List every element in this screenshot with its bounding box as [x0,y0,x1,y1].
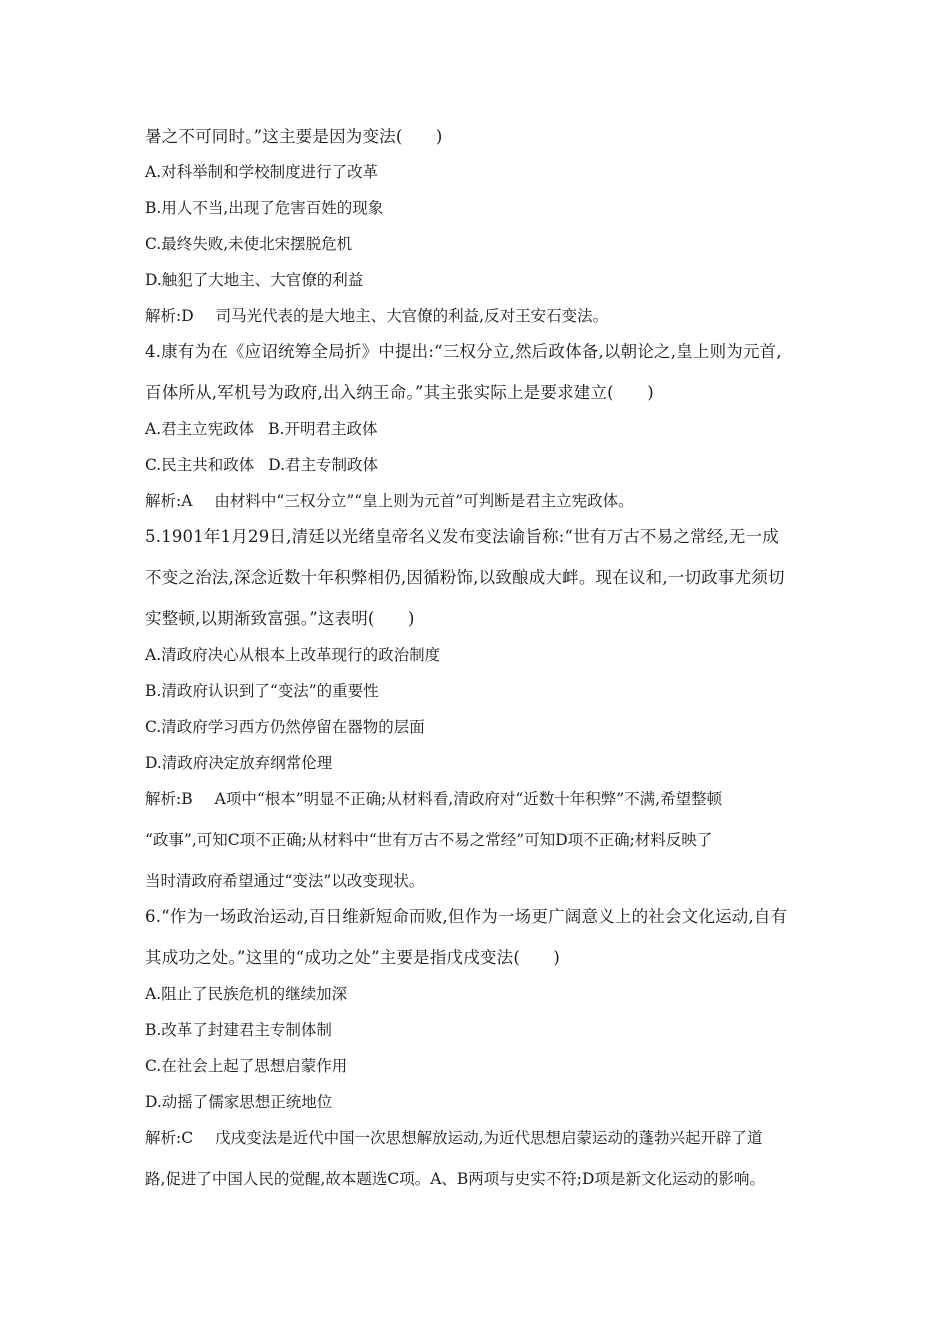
q3-option-a: A.对科举制和学校制度进行了改革 [145,163,379,181]
q6-stem-line-2: 其成功之处。”这里的“成功之处”主要是指戊戌变法( ) [145,948,561,967]
q6-option-d: D.动摇了儒家思想正统地位 [145,1093,333,1111]
q6-analysis-line-2: 路,促进了中国人民的觉醒,故本题选C项。A、B两项与史实不符;D项是新文化运动的影响。 [145,1170,765,1188]
q5-analysis-line-3: 当时清政府希望通过“变法”以改变现状。 [145,872,425,890]
q6-option-b: B.改革了封建君主专制体制 [145,1021,332,1039]
q5-option-c: C.清政府学习西方仍然停留在器物的层面 [145,718,425,736]
q4-option-d: D.君主专制政体 [268,456,379,474]
q3-analysis [145,306,820,326]
q3-option-d: D.触犯了大地主、大官僚的利益 [145,271,364,289]
q4-analysis [145,491,820,511]
q3-analysis-key: 解析:D [145,307,194,325]
q3-stem: 暑之不可同时。”这主要是因为变法( ) [145,127,443,146]
q6-analysis-text-1: 戊戌变法是近代中国一次思想解放运动,为近代思想启蒙运动的蓬勃兴起开辟了道 [215,1129,763,1147]
q6-analysis-line-1 [145,1128,820,1148]
q6-option-a: A.阻止了民族危机的继续加深 [145,985,348,1003]
q3-option-c: C.最终失败,未使北宋摆脱危机 [145,235,353,253]
q6-option-c: C.在社会上起了思想启蒙作用 [145,1057,348,1075]
q3-analysis-text: 司马光代表的是大地主、大官僚的利益,反对王安石变法。 [215,307,609,325]
q4-option-a: A.君主立宪政体 [145,420,255,438]
q5-option-a: A.清政府决心从根本上改革现行的政治制度 [145,646,441,664]
q3-option-b: B.用人不当,出现了危害百姓的现象 [145,199,384,217]
q6-stem-line-1: 6.“作为一场政治运动,百日维新短命而败,但作为一场更广阔意义上的社会文化运动,自有 [145,907,788,926]
q5-option-b: B.清政府认识到了“变法”的重要性 [145,682,379,700]
q5-stem-line-3: 实整顿,以期渐致富强。”这表明( ) [145,609,415,628]
q5-analysis-line-2: “政事”,可知C项不正确;从材料中“世有万古不易之常经”可知D项不正确;材料反映了 [145,831,713,849]
q5-analysis-key: 解析:B [145,790,193,808]
q4-options-row-2 [145,455,820,475]
q4-stem-line-2: 百体所从,军机号为政府,出入纳王命。”其主张实际上是要求建立( ) [145,383,654,402]
q4-option-c: C.民主共和政体 [145,456,255,474]
q5-stem-line-1: 5.1901年1月29日,清廷以光绪皇帝名义发布变法谕旨称:“世有万古不易之常经,无一成 [145,527,780,546]
q4-stem-line-1: 4.康有为在《应诏统筹全局折》中提出:“三权分立,然后政体备,以朝论之,皇上则为元首, [145,342,782,361]
q4-analysis-text: 由材料中“三权分立”“皇上则为元首”可判断是君主立宪政体。 [214,492,634,510]
q4-analysis-key: 解析:A [145,492,193,510]
q5-analysis-text-1: A项中“根本”明显不正确;从材料看,清政府对“近数十年积弊”不满,希望整顿 [214,790,723,808]
q5-analysis-line-1 [145,789,820,809]
q5-stem-line-2: 不变之治法,深念近数十年积弊相仍,因循粉饰,以致酿成大衅。现在议和,一切政事尤须切 [145,568,785,587]
q4-options-row-1 [145,419,820,439]
q5-option-d: D.清政府决定放弃纲常伦理 [145,754,333,772]
q4-option-b: B.开明君主政体 [268,420,378,438]
q6-analysis-key: 解析:C [145,1129,194,1147]
